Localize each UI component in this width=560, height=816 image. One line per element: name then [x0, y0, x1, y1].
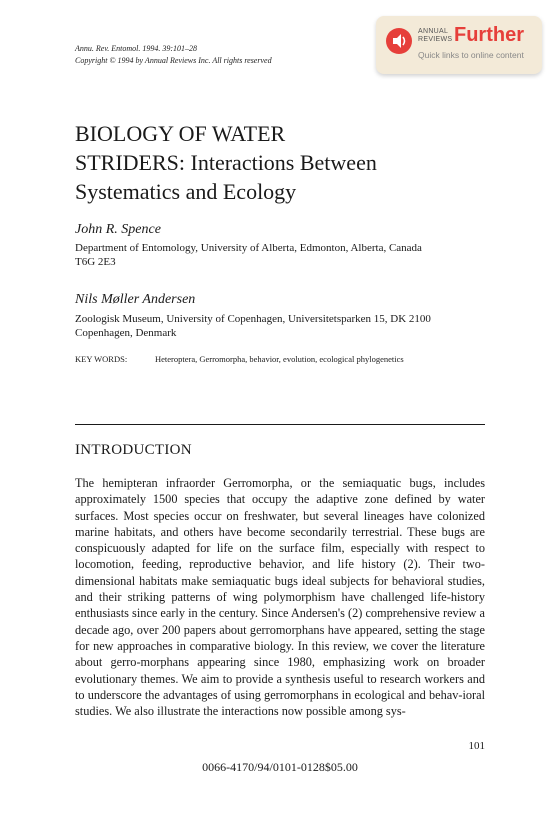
badge-reviews-text: REVIEWS [418, 36, 453, 43]
affiliation-line: Department of Entomology, University of Alberta, Edmonton, Alberta, Canada [75, 242, 422, 254]
author-affiliation [75, 241, 495, 269]
further-badge[interactable] [376, 16, 542, 74]
author-name: John R. Spence [75, 222, 161, 237]
badge-annual-text: ANNUAL [418, 28, 449, 35]
keywords [75, 354, 495, 364]
badge-brand [418, 28, 452, 44]
keywords-label: KEY WORDS: [75, 354, 128, 364]
badge-subtitle: Quick links to online content [418, 50, 524, 60]
section-heading: INTRODUCTION [75, 442, 192, 458]
affiliation-line: T6G 2E3 [75, 256, 116, 268]
citation-copyright: Copyright © 1994 by Annual Reviews Inc. All rights reserved [75, 56, 272, 65]
footer-code: 0066-4170/94/0101-0128$05.00 [202, 760, 358, 774]
affiliation-line: Zoologisk Museum, University of Copenhagen, Universitetsparken 15, DK 2100 [75, 313, 431, 325]
affiliation-line: Copenhagen, Denmark [75, 327, 177, 339]
citation-journal: Annu. Rev. Entomol. 1994. 39:101–28 [75, 44, 198, 53]
badge-further-text: Further [454, 24, 524, 46]
author-name: Nils Møller Andersen [75, 292, 196, 307]
title-line-2: STRIDERS: Interactions Between [75, 150, 377, 175]
speaker-icon [386, 28, 412, 54]
author-affiliation [75, 312, 495, 340]
title-line-3: Systematics and Ecology [75, 179, 297, 204]
citation-header [75, 43, 375, 67]
section-divider [75, 424, 485, 425]
body-paragraph: The hemipteran infraorder Gerromorpha, or the semiaquatic bugs, includes approximately 1500 species that occupy the adaptive zone defined by water surfaces. Most species occur on freshwater, but several lineages have colonized marine habitats, and others have become secondarily terrestrial. These bugs are conspicuously adapted for life on the surface film, especially with respect to locomotion, feeding, reproductive behavior, and life history (2). Their two-dimensional habitats make semiaquatic bugs ideal subjects for behavioral studies, and their striking patterns of wing polymorphism have challenged life-history enthusiasts since early in the century. Since Andersen's (2) comprehensive review a decade ago, over 200 papers about gerromorphans have appeared, setting the stage for new approaches in comparative biology. In this review, we cover the literature about gerro-morphans appearing since 1980, emphasizing work on broader evolutionary themes. We aim to provide a synthesis useful to research workers and to underscore the advantages of using gerromorphans in ecological and behav-ioral studies. We also illustrate the interactions now possible among sys- [75, 476, 485, 719]
title-line-1: BIOLOGY OF WATER [75, 121, 286, 146]
article-title [75, 119, 475, 206]
keywords-text: Heteroptera, Gerromorpha, behavior, evolution, ecological phylogenetics [155, 354, 404, 364]
page-number: 101 [468, 740, 485, 752]
